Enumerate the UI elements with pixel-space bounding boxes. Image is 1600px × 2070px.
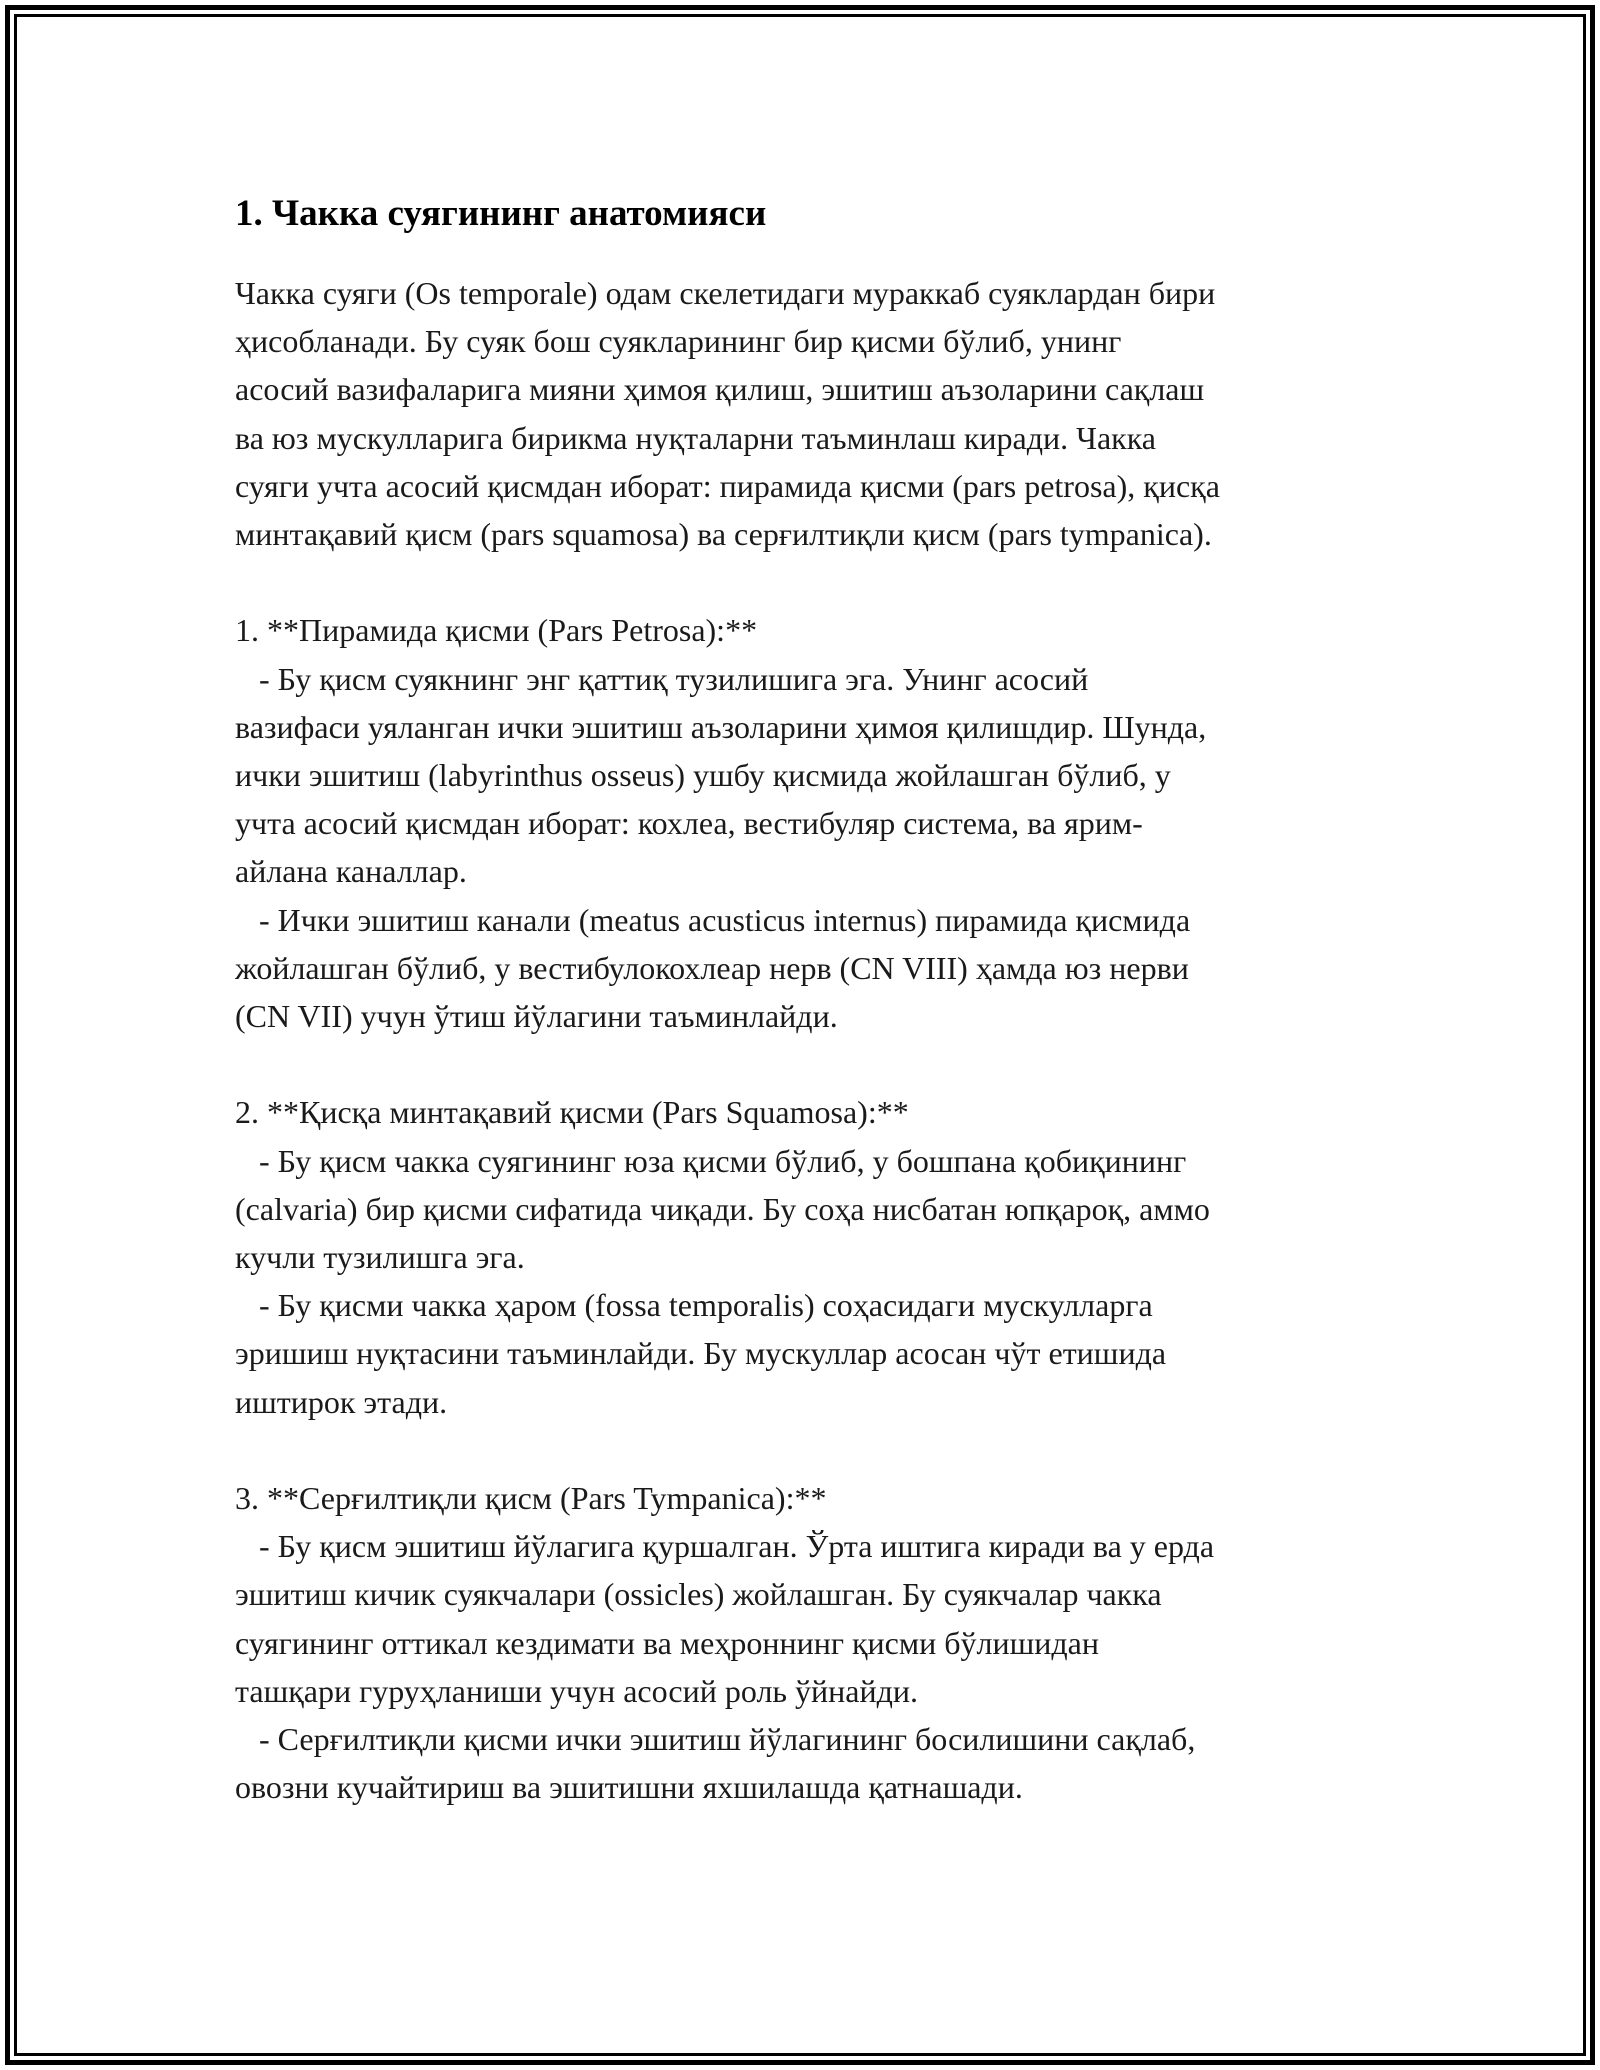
document-content	[235, 188, 1375, 1812]
document-title: 1. Чакка суягининг анатомияси	[235, 193, 767, 234]
document-body: Чакка суяги (Os temporale) одам скелетидаги мураккаб суяклардан бири ҳисобланади. Бу суяк бош суякларининг бир қисми бўлиб, унинг асосий вазифаларига мияни ҳимоя қилиш, эшитиш аъзоларини сақлаш ва юз мускулларига бирикма нуқталарни таъминлаш киради. Чакка суяги учта асосий қисмдан иборат: пирамида қисми (pars petrosa), қисқа минтақавий қисм (pars squamosa) ва серғилтиқли қисм (pars tympanica). 1. **Пирамида қисми (Pars Petrosa):** - Бу қисм суякнинг энг қаттиқ тузилишига эга. Унинг асосий вазифаси уяланган ички эшитиш аъзоларини ҳимоя қилишдир. Шунда, ички эшитиш (labyrinthus osseus) ушбу қисмида жойлашган бўлиб, у учта асосий қисмдан иборат: кохлеа, вестибуляр система, ва ярим- айлана каналлар. - Ички эшитиш канали (meatus acusticus internus) пирамида қисмида жойлашган бўлиб, у вестибулокохлеар нерв (CN VIII) ҳамда юз нерви (CN VII) учун ўтиш йўлагини таъминлайди. 2. **Қисқа минтақавий қисми (Pars Squamosa):** - Бу қисм чакка суягининг юза қисми бўлиб, у бошпана қобиқининг (calvaria) бир қисми сифатида чиқади. Бу соҳа нисбатан юпқароқ, аммо кучли тузилишга эга. - Бу қисми чакка ҳаром (fossa temporalis) соҳасидаги мускулларга эришиш нуқтасини таъминлайди. Бу мускуллар асосан чўт етишида иштирок этади. 3. **Серғилтиқли қисм (Pars Tympanica):** - Бу қисм эшитиш йўлагига қуршалган. Ўрта иштига киради ва у ерда эшитиш кичик суякчалари (ossicles) жойлашган. Бу суякчалар чакка суягининг оттикал кездимати ва меҳроннинг қисми бўлишидан ташқари гуруҳланиши учун асосий роль ўйнайди. - Серғилтиқли қисми ички эшитиш йўлагининг босилишини сақлаб, овозни кучайтириш ва эшитишни яхшилашда қатнашади.	[235, 275, 1220, 1806]
